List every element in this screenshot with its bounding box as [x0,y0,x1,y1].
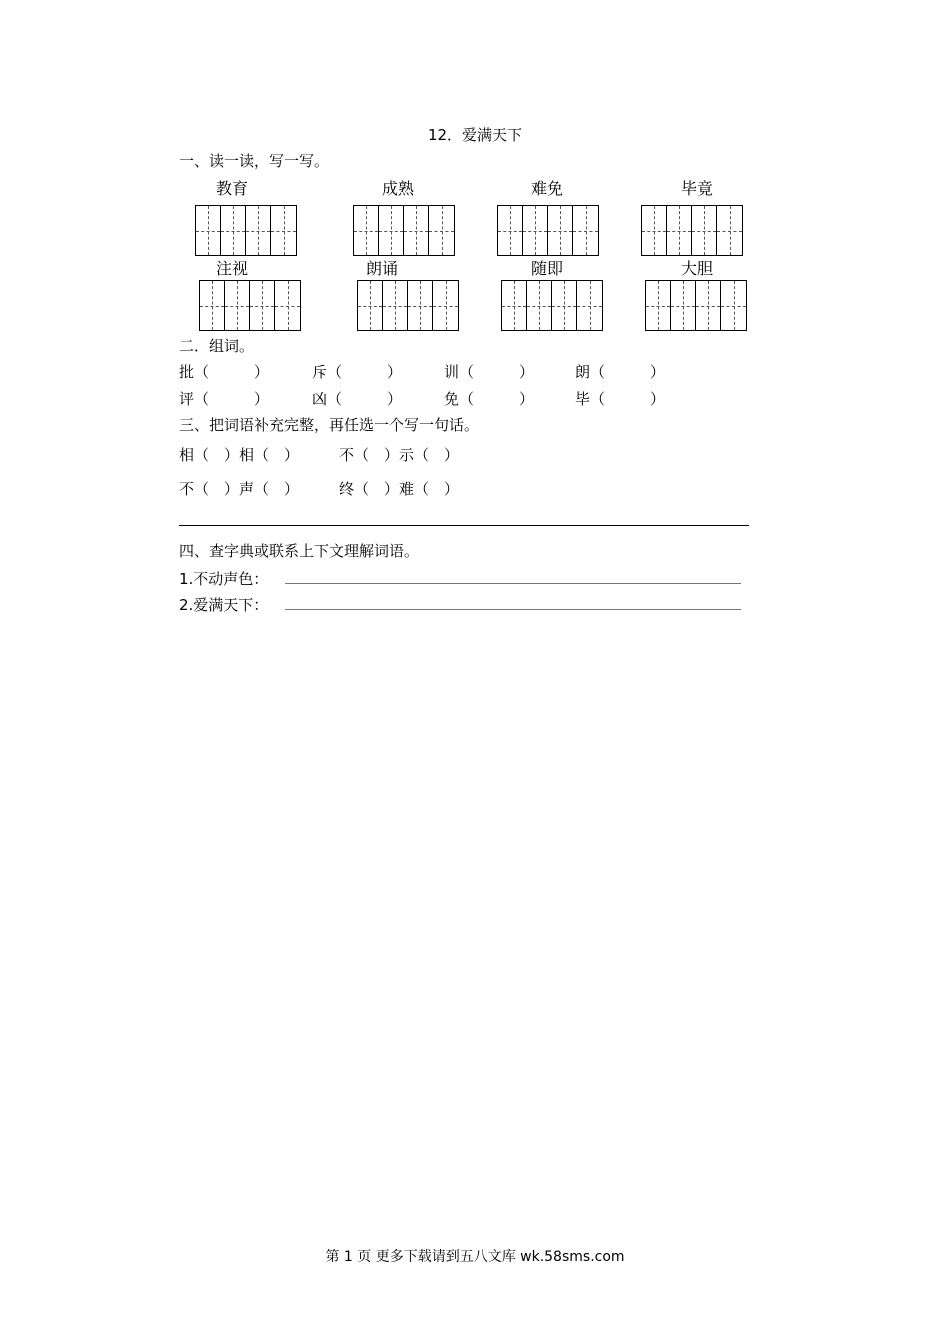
word-group-blank[interactable]: 凶（ ） [312,390,403,408]
word-group-blank[interactable]: 朗（ ） [575,363,666,381]
word-group-blank[interactable]: 训（ ） [444,363,535,381]
writing-grid[interactable] [497,205,599,256]
writing-grid[interactable] [353,205,455,256]
writing-grid[interactable] [357,280,459,331]
word-group-blank[interactable]: 免（ ） [444,390,535,408]
writing-grid[interactable] [501,280,603,331]
idiom-blank[interactable]: 不（ ）示（ ） [339,446,460,464]
sentence-answer-line[interactable] [179,525,749,526]
word-label: 教育 [215,179,248,198]
word-label: 毕竟 [680,179,713,198]
word-label: 难免 [530,179,563,198]
word-group-blank[interactable]: 斥（ ） [312,363,403,381]
section3-heading: 三、把词语补充完整，再任选一个写一句话。 [179,416,480,434]
word-label: 大胆 [680,259,713,278]
word-group-blank[interactable]: 评（ ） [179,390,270,408]
page-footer: 第 1 页 更多下载请到五八文库 wk.58sms.com [325,1249,625,1265]
section4-heading: 四、查字典或联系上下文理解词语。 [179,542,420,560]
word-group-blank[interactable]: 批（ ） [179,363,270,381]
definition-answer-line[interactable] [285,609,741,610]
section2-heading: 二．组词。 [179,337,255,355]
word-label: 朗诵 [365,259,398,278]
word-group-blank[interactable]: 毕（ ） [575,390,666,408]
writing-grid[interactable] [641,205,743,256]
idiom-blank[interactable]: 相（ ）相（ ） [179,446,300,464]
writing-grid[interactable] [199,280,301,331]
word-label: 成熟 [381,179,414,198]
definition-label: 2.爱满天下： [179,596,269,614]
definition-answer-line[interactable] [285,583,741,584]
idiom-blank[interactable]: 终（ ）难（ ） [339,480,460,498]
word-label: 随即 [530,259,563,278]
definition-label: 1.不动声色： [179,570,269,588]
writing-grid[interactable] [195,205,297,256]
writing-grid[interactable] [645,280,747,331]
page-title: 12．爱满天下 [427,126,523,144]
section1-heading: 一、读一读，写一写。 [179,152,330,170]
word-label: 注视 [215,259,248,278]
idiom-blank[interactable]: 不（ ）声（ ） [179,480,300,498]
